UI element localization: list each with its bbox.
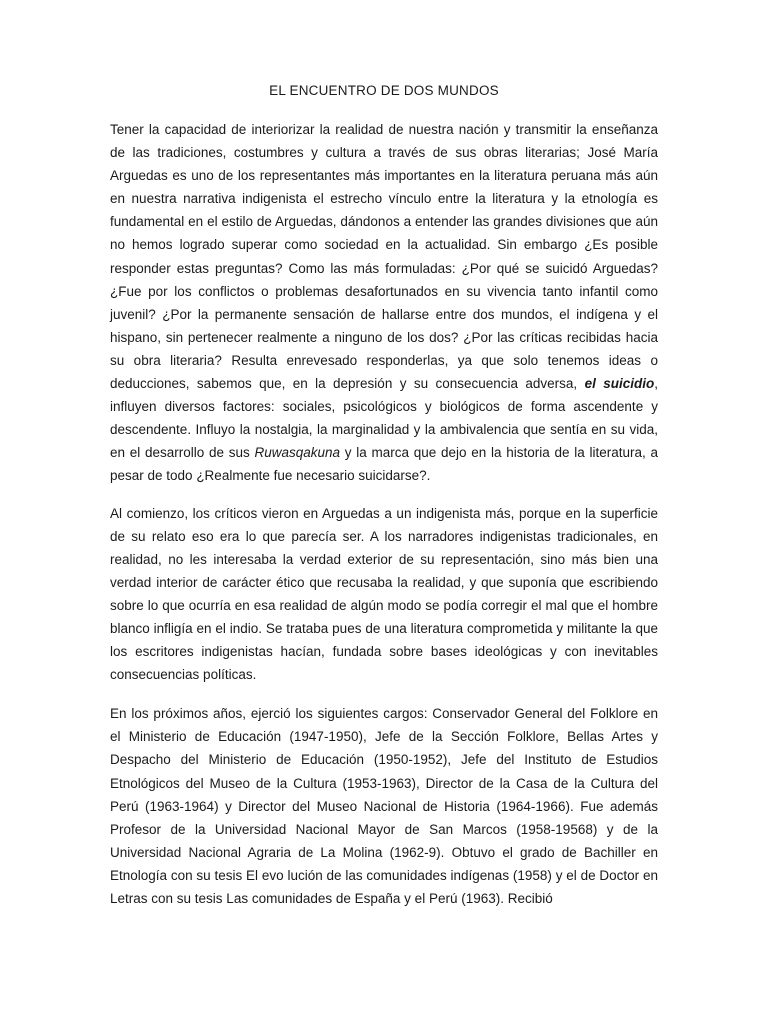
emphasis-el-suicidio: el suicidio (584, 376, 655, 392)
paragraph-1-text-a: Tener la capacidad de interiorizar la realidad de nuestra nación y transmitir la enseñanza de las tradiciones, costumbres y cultura a través de sus obras literarias; José María Arguedas es uno de los representantes más importantes en la literatura peruana más aún en nuestra narrativa indigenista el estrecho vínculo entre la literatura y la etnología es fundamental en el estilo de Arguedas, dándonos a entender las grandes divisiones que aún no hemos logrado superar como sociedad en la actualidad. Sin embargo ¿Es posible responder estas preguntas? Como las más formuladas: ¿Por qué se suicidó Arguedas? ¿Fue por los conflictos o problemas desafortunados en su vivencia tanto infantil como juvenil? ¿Por la permanente sensación de hallarse entre dos mundos, el indígena y el hispano, sin pertenecer realmente a ninguno de los dos? ¿Por las críticas recibidas hacia su obra literaria? Resulta enrevesado responderlas, ya que solo tenemos ideas o deducciones, sabemos que, en la depresión y su consecuencia adversa, (110, 122, 658, 392)
paragraph-1 (110, 118, 658, 488)
paragraph-1-text-b: , influyen diversos factores: sociales, psicológicos y biológicos de forma ascendente y descendente. Influyo la nostalgia, la marginalidad y la ambivalencia que sentía en su vida, en el desarrollo de sus (110, 376, 658, 461)
paragraph-2: Al comienzo, los críticos vieron en Arguedas a un indigenista más, porque en la superficie de su relato eso era lo que parecía ser. A los narradores indigenistas tradicionales, en realidad, no les interesaba la verdad exterior de su representación, sino más bien una verdad interior de carácter ético que recusaba la realidad, y que suponía que escribiendo sobre lo que ocurría en esa realidad de algún modo se podía corregir el mal que el hombre blanco infligía en el indio. Se trataba pues de una literatura comprometida y militante la que los escritores indigenistas hacían, fundada sobre bases ideológicas y con inevitables consecuencias políticas. (110, 505, 658, 683)
work-title-ruwasqakuna: Ruwasqakuna (254, 445, 341, 461)
paragraph-1-text-c: y la marca que dejo en la historia de la literatura, a pesar de todo ¿Realmente fue necesario suicidarse?. (110, 445, 659, 484)
paragraph-3: En los próximos años, ejerció los siguientes cargos: Conservador General del Folklore en el Ministerio de Educación (1947-1950), Jefe de la Sección Folklore, Bellas Artes y Despacho del Ministerio de Educación (1950-1952), Jefe del Instituto de Estudios Etnológicos del Museo de la Cultura (1953-1963), Director de la Casa de la Cultura del Perú (1963-1964) y Director del Museo Nacional de Historia (1964-1966). Fue además Profesor de la Universidad Nacional Mayor de San Marcos (1958-19568) y de la Universidad Nacional Agraria de La Molina (1962-9). Obtuvo el grado de Bachiller en Etnología con su tesis El evo lución de las comunidades indígenas (1958) y el de Doctor en Letras con su tesis Las comunidades de España y el Perú (1963). Recibió (110, 706, 658, 906)
document-title: EL ENCUENTRO DE DOS MUNDOS (269, 83, 499, 98)
document-page (110, 80, 658, 924)
